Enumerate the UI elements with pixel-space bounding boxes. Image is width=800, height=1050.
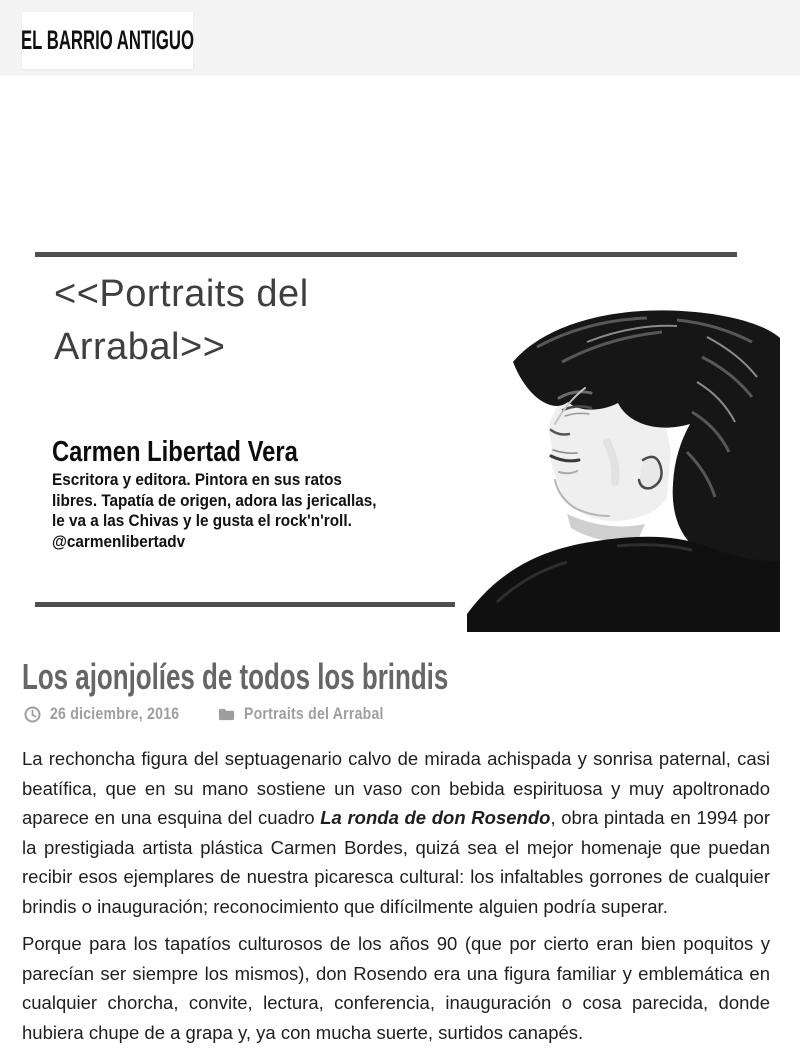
portrait-photo bbox=[467, 302, 780, 632]
post-body bbox=[22, 744, 770, 1047]
author-name: Carmen Libertad Vera bbox=[52, 436, 298, 468]
post-meta bbox=[24, 704, 409, 724]
folder-icon bbox=[218, 706, 235, 723]
clock-icon bbox=[24, 706, 41, 723]
author-bio: Escritora y editora. Pintora en sus ratos libres. Tapatía de origen, adora las jericallas, le va a las Chivas y le gusta el rock'n'roll. @carmenlibertadv bbox=[52, 470, 377, 551]
featured-image bbox=[0, 230, 800, 640]
post-title: Los ajonjolíes de todos los brindis bbox=[22, 656, 449, 697]
paragraph-2: Porque para los tapatíos culturosos de los años 90 (que por cierto eran bien poquitos y parecían ser siempre los mismos), don Rosendo era una figura familiar y emblemática en cualquier chorcha, convite, lectura, conferencia, inauguración o cosa parecida, donde hubiera chupe de a grapa y, ya con mucha suerte, surtidos canapés. bbox=[22, 933, 770, 1043]
paragraph-1: La rechoncha figura del septuagenario calvo de mirada achispada y sonrisa paternal, casi beatífica, que en su mano sostiene un vaso con bebida espirituosa y muy apoltronado aparece en una esquina del cuadro La ronda de don Rosendo, obra pintada en 1994 por la prestigiada artista plástica Carmen Bordes, quizá sea el mejor homenaje que puedan recibir esos ejemplares de nuestra picaresca cultural: los infaltables gorrones de cualquier brindis o inauguración; reconocimiento que difícilmente alguien podría superar. bbox=[22, 748, 770, 917]
site-logo-text: EL BARRIO ANTIGUO bbox=[21, 25, 195, 55]
bottom-divider bbox=[35, 602, 455, 607]
post-date: 26 diciembre, 2016 bbox=[50, 704, 180, 723]
post-category-link[interactable]: Portraits del Arrabal bbox=[244, 704, 384, 723]
site-header bbox=[0, 0, 800, 75]
site-logo[interactable] bbox=[22, 12, 193, 69]
top-divider bbox=[35, 252, 737, 257]
series-title: <<Portraits del Arrabal>> bbox=[54, 273, 309, 368]
